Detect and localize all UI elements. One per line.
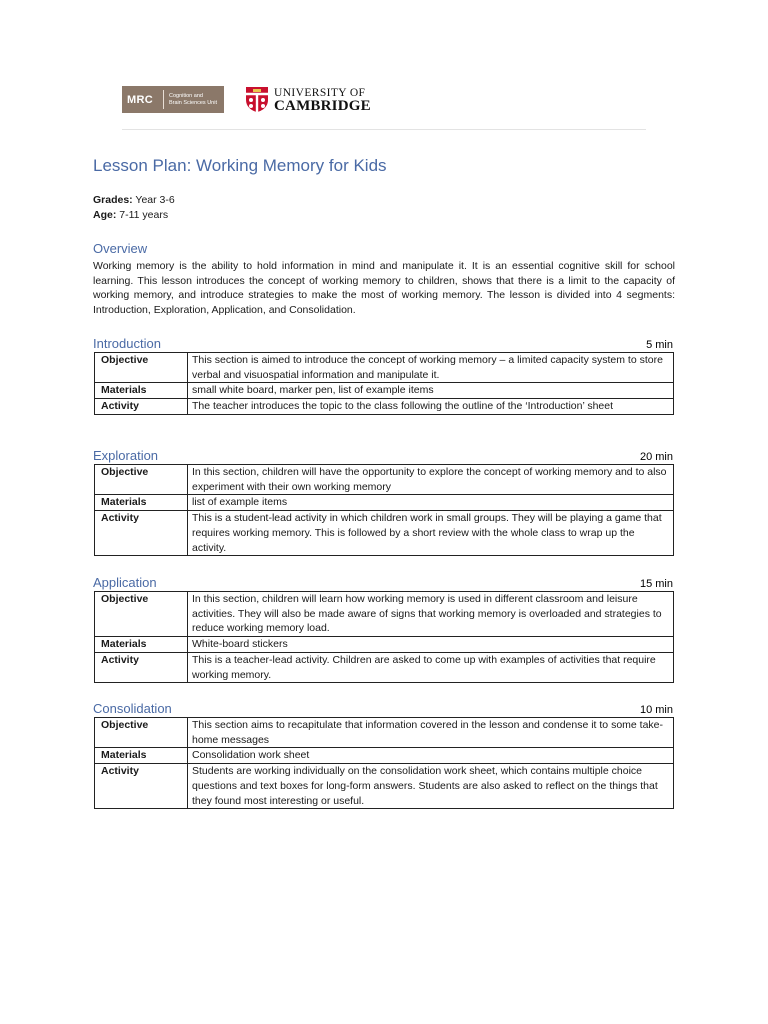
row-value: This is a student-lead activity in which children work in small groups. They will be playing a game that requires working memory. This is followed by a short review with the whole class to wrap up the activity.: [188, 511, 674, 556]
row-value: The teacher introduces the topic to the class following the outline of the ‘Introduction’ sheet: [188, 399, 674, 415]
cambridge-crest-icon: [245, 86, 269, 113]
section-heading-row: [93, 701, 673, 716]
row-label: Materials: [95, 637, 188, 653]
section-heading-row: [93, 448, 673, 463]
mrc-logo-abbr: MRC: [127, 93, 153, 106]
page-title: Lesson Plan: Working Memory for Kids: [93, 156, 387, 175]
row-value: In this section, children will learn how working memory is used in different classroom and leisure activities. They will also be made aware of signs that working memory is overloaded and strategies to reduce working memory load.: [188, 592, 674, 637]
row-value: In this section, children will have the opportunity to explore the concept of working memory and to also experiment with their own working memory: [188, 465, 674, 495]
row-label: Materials: [95, 495, 188, 511]
section-heading: Exploration: [93, 448, 159, 463]
section-heading: Application: [93, 575, 157, 590]
table-row: [95, 465, 674, 495]
row-label: Objective: [95, 465, 188, 495]
section-heading: Consolidation: [93, 701, 172, 716]
overview-heading: Overview: [93, 241, 148, 256]
section-table: [94, 464, 674, 556]
section-duration: 15 min: [639, 578, 673, 590]
table-row: [95, 353, 674, 383]
row-label: Activity: [95, 399, 188, 415]
section-table: [94, 352, 674, 415]
row-value: Students are working individually on the consolidation work sheet, which contains multiple choice questions and text boxes for long-form answers. Students are also asked to reflect on the things that they found most interesting or useful.: [188, 764, 674, 809]
cambridge-logo: [245, 86, 371, 113]
mrc-unit-line2: Brain Sciences Unit: [169, 99, 217, 106]
row-value: White-board stickers: [188, 637, 674, 653]
row-label: Activity: [95, 764, 188, 809]
age-line: [93, 208, 168, 222]
section-heading-row: [93, 575, 673, 590]
section-table: [94, 717, 674, 809]
mrc-logo-unit: [169, 93, 217, 107]
age-label: Age:: [93, 209, 117, 221]
row-label: Materials: [95, 383, 188, 399]
table-row: [95, 764, 674, 809]
section-heading: Introduction: [93, 336, 161, 351]
section-heading-row: [93, 336, 673, 351]
grades-label: Grades:: [93, 194, 133, 206]
row-label: Activity: [95, 652, 188, 682]
row-value: list of example items: [188, 495, 674, 511]
mrc-unit-line1: Cognition and: [169, 92, 203, 99]
section-duration: 20 min: [639, 451, 673, 463]
age-value: 7-11 years: [116, 209, 169, 221]
row-value: This section aims to recapitulate that information covered in the lesson and condense it to some take-home messages: [188, 718, 674, 748]
row-label: Materials: [95, 748, 188, 764]
cambridge-wordmark-line1: UNIVERSITY OF: [274, 86, 366, 99]
grades-value: Year 3-6: [132, 194, 175, 206]
table-row: [95, 748, 674, 764]
table-row: [95, 383, 674, 399]
table-row: [95, 592, 674, 637]
section-duration: 10 min: [639, 704, 673, 716]
row-label: Objective: [95, 592, 188, 637]
mrc-logo: [122, 86, 224, 113]
row-value: Consolidation work sheet: [188, 748, 674, 764]
table-row: [95, 637, 674, 653]
table-row: [95, 511, 674, 556]
table-row: [95, 718, 674, 748]
table-row: [95, 399, 674, 415]
overview-heading-row: [93, 241, 673, 256]
section-table: [94, 591, 674, 683]
row-value: This is a teacher-lead activity. Children are asked to come up with examples of activities that require working memory.: [188, 652, 674, 682]
header-divider: [122, 129, 646, 130]
overview-text: Working memory is the ability to hold information in mind and manipulate it. It is an essential cognitive skill for school learning. This lesson introduces the concept of working memory to children, shows that there is a limit to the capacity of working memory, and introduce strategies to make the most of working memory. The lesson is divided into 4 segments: Introduction, Exploration, Application, and Consolidation.: [93, 260, 675, 317]
row-label: Objective: [95, 353, 188, 383]
cambridge-wordmark: [274, 87, 371, 113]
row-value: small white board, marker pen, list of example items: [188, 383, 674, 399]
row-label: Activity: [95, 511, 188, 556]
table-row: [95, 652, 674, 682]
table-row: [95, 495, 674, 511]
row-label: Objective: [95, 718, 188, 748]
logo-divider: [163, 90, 164, 109]
grades-line: [93, 193, 175, 207]
cambridge-wordmark-line2: CAMBRIDGE: [274, 97, 371, 114]
section-duration: 5 min: [646, 339, 673, 351]
row-value: This section is aimed to introduce the concept of working memory – a limited capacity system to store verbal and visuospatial information and manipulate it.: [188, 353, 674, 383]
